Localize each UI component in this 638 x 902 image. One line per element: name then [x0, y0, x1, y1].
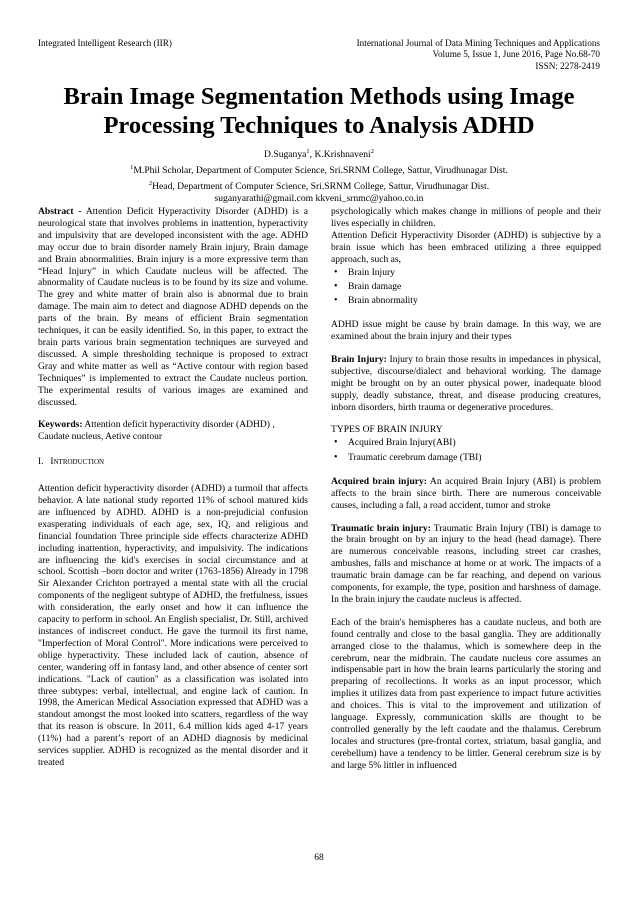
page-number: 68	[314, 853, 324, 863]
acquired-injury-paragraph: Acquired brain injury: An acquired Brain Injury (ABI) is problem affects to the brain since birth. There are numerous conceivable causes, including a fall, a road accident, tumor and stroke	[331, 475, 601, 511]
journal-volume: Volume 5, Issue 1, June 2016, Page No.68-70	[432, 49, 600, 60]
brain-injury-paragraph: Brain Injury: Injury to brain those results in impedances in physical, subjective, discourse/dialect and behavioral working. The damage might be brought on by an outer physical power, inadequate blood supply, deadly substance, threat, and disease producing creatures, inborn disorders, birth trauma or degenerative procedures.	[331, 353, 601, 413]
affiliation-2: $^2$Head, Department of Computer Science, Sri.SRNM College, Sattur, Virudhunagar Dist.	[148, 179, 490, 192]
journal-issn: ISSN: 2278-2419	[535, 60, 600, 71]
types-heading: TYPES OF BRAIN INJURY	[331, 424, 443, 436]
author-names: D.Suganya$^1$, K.Krishnaveni$^2$	[264, 148, 374, 161]
journal-title: International Journal of Data Mining Techniques and Applications	[356, 38, 600, 48]
journal-info-right	[357, 38, 600, 72]
author-block	[30, 146, 608, 206]
journal-name-left: Integrated Intelligent Research (IIR)	[38, 38, 172, 48]
author-emails: suganyarathi@gmail.com kkveni_srnmc@yahoo.co.in	[214, 193, 424, 205]
traumatic-injury-paragraph: Traumatic brain injury: Traumatic Brain Injury (TBI) is damage to the brain brought on by an injury to the head (head damage). There are numerous conceivable reasons, including street car crashes, ambushes, falls and mischance at home or at work. The impacts of a traumatic brain damage can be far reaching, and depend on various components, for example, the type, position and harshness of damage. In the brain injury the caudate nucleus is affected.	[331, 522, 601, 605]
caudate-nucleus-paragraph: Each of the brain's hemispheres has a caudate nucleus, and both are found centrally and close to the basal ganglia. They are additionally arranged close to the thalamus, which is somewhere deep in the cerebrum, near the midbrain. The caudate nucleus core assumes an indispensable part in how the brain learns particularly the storing and preparing of recollections. It works as an input processor, which implies it utilizes data from past experience to impact future activities and choices. This is vital to the improvement and utilization of language. Expressly, communication skills are thought to be controlled generally by the left caudate and the thalamus. Cerebrum locales and structures (pre-frontal cortex, striatum, basal ganglia, and cerebellum) have a tendency to be littler. General cerebrum size is by and large 5% littler in influenced	[331, 616, 601, 771]
list-item: • Acquired Brain Injury(ABI)	[331, 436, 601, 450]
paragraph-1: psychologically which makes change in millions of people and their lives especially in children.	[331, 206, 601, 229]
keywords: Keywords: Attention deficit hyperactivity disorder (ADHD) , Caudate nucleus, Aetive contour	[38, 419, 275, 443]
list-item: • Traumatic cerebrum damage (TBI)	[331, 451, 601, 465]
left-column	[38, 206, 308, 769]
injury-types-list	[331, 436, 601, 464]
brain-issue-list	[331, 266, 601, 309]
abstract: Abstract - Attention Deficit Hyperactivity Disorder (ADHD) is a neurological state that involves problems in inattention, hyperactivity and impulsivity that are developed inconsistent with the age. ADHD may occur due to brain disorder namely Brain injury, Brain damage and Brain abnormalities. Brain injury is a more expressive term than “Head Injury” in which Caudate nucleus will be affected. The abnormality of Caudate nucleus is to be found by its size and volume. The grey and white matter of brain also is abnormal due to brain damage. The main aim to detect and diagnose ADHD depends on the parts of the brain. By means of efficient Brain segmentation techniques, it can be easily identified. So, in this paper, to extract the brain parts various brain segmentation techniques are surveyed and discussed. A simple thresholding technique is proposed to extract Gray and white matter as well as “Active contour with region based Techniques” is implemented to extract the Caudate nucleus portion. The experimental results of various images are examined and discussed.	[38, 206, 308, 408]
list-item: • Brain Injury	[331, 266, 601, 280]
paper-title: Brain Image Segmentation Methods using Image Processing Techniques to Analysis ADHD	[63, 83, 575, 139]
right-column	[331, 206, 601, 772]
paragraph-3: ADHD issue might be cause by brain damage. In this way, we are examined about the brain injury and their types	[331, 319, 601, 343]
list-item: • Brain abnormality	[331, 294, 601, 308]
list-item: • Brain damage	[331, 280, 601, 294]
affiliation-1: $^1$M.Phil Scholar, Department of Computer Science, Sri.SRNM College, Sattur, Virudhunagar Dist.	[130, 163, 508, 176]
introduction-text: Attention deficit hyperactivity disorder (ADHD) a turmoil that affects behavior. A late national study reported 11% of school matured kids are influenced by ADHD. ADHD is a non-prejudicial confusion exasperating individuals of each age, sex, IQ, and religious and financial foundation Three principle side effects characterize ADHD including inattention, hyperactivity, and impulsivity. The indications are influencing the kid's exercises in social circumstance and at school. Scottish –born doctor and writer (1763-1856) Already in 1798 Sir Alexander Crichton portrayed a mental state with all the crucial components of the negligent subtype of ADHD, the fretfulness, issues with consideration, the early onset and how it can influence the capacity to perform in school. An English specialist, Dr. Still, archived instances of indiscreet conduct. He gave the turmoil its first name, "Imperfection of Moral Control". More indications were perceived to oblige hyperactivity. These included lack of caution, absence of center, wandering off in fantasy land, and other absence of center sort indications. "Lack of caution" as a classification was isolated into three subtypes: verbal, intellectual, and engine lack of caution. In 1998, the American Medical Association expressed that ADHD was a standout amongst the most looked into scatters, regardless of the way that its reason is obscure. In 2011, 6.4 million kids aged 4-17 years (11%) had a parent’s report of an ADHD diagnosis by medicinal services supplier. ADHD is recognized as the mental disorder and it treated	[38, 483, 308, 768]
paragraph-2: Attention Deficit Hyperactivity Disorder (ADHD) is subjective by a brain issue which has been embraced utilizing a three equipped approach, such as,	[331, 229, 601, 265]
section-heading-introduction: I. Introduction	[38, 457, 105, 468]
